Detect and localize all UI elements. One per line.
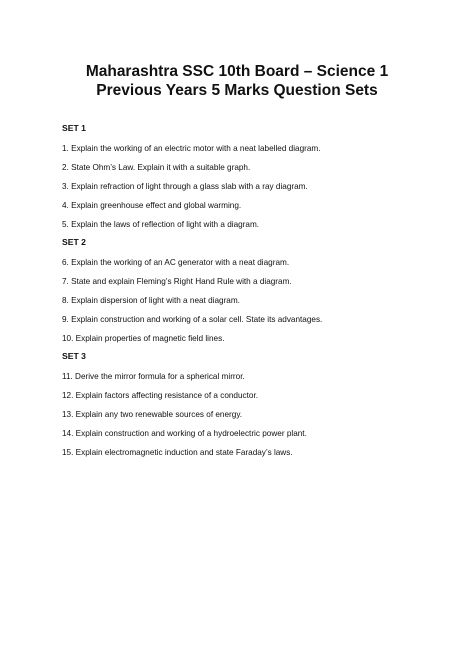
question-item: 14. Explain construction and working of a hydroelectric power plant. [62,429,307,438]
question-item: 5. Explain the laws of reflection of light with a diagram. [62,220,260,229]
question-item: 4. Explain greenhouse effect and global warming. [62,201,242,210]
question-item: 13. Explain any two renewable sources of energy. [62,410,243,419]
question-item: 9. Explain construction and working of a solar cell. State its advantages. [62,315,323,324]
question-item: 2. State Ohm’s Law. Explain it with a suitable graph. [62,163,251,172]
question-item: 11. Derive the mirror formula for a spherical mirror. [62,372,245,381]
question-item: 10. Explain properties of magnetic field lines. [62,334,225,343]
document-title-line-1: Maharashtra SSC 10th Board – Science 1 [85,63,389,80]
question-sets [62,123,442,458]
question-item: 1. Explain the working of an electric motor with a neat labelled diagram. [62,144,321,153]
question-item: 3. Explain refraction of light through a glass slab with a ray diagram. [62,182,308,191]
question-item: 8. Explain dispersion of light with a neat diagram. [62,296,240,305]
question-item: 6. Explain the working of an AC generator with a neat diagram. [62,258,290,267]
document-title-line-2: Previous Years 5 Marks Question Sets [96,82,378,99]
set-heading: SET 1 [62,123,86,133]
set-heading: SET 3 [62,351,86,361]
set-heading: SET 2 [62,237,86,247]
question-item: 12. Explain factors affecting resistance of a conductor. [62,391,259,400]
question-item: 7. State and explain Fleming’s Right Hand Rule with a diagram. [62,277,292,286]
question-item: 15. Explain electromagnetic induction and state Faraday’s laws. [62,448,293,457]
